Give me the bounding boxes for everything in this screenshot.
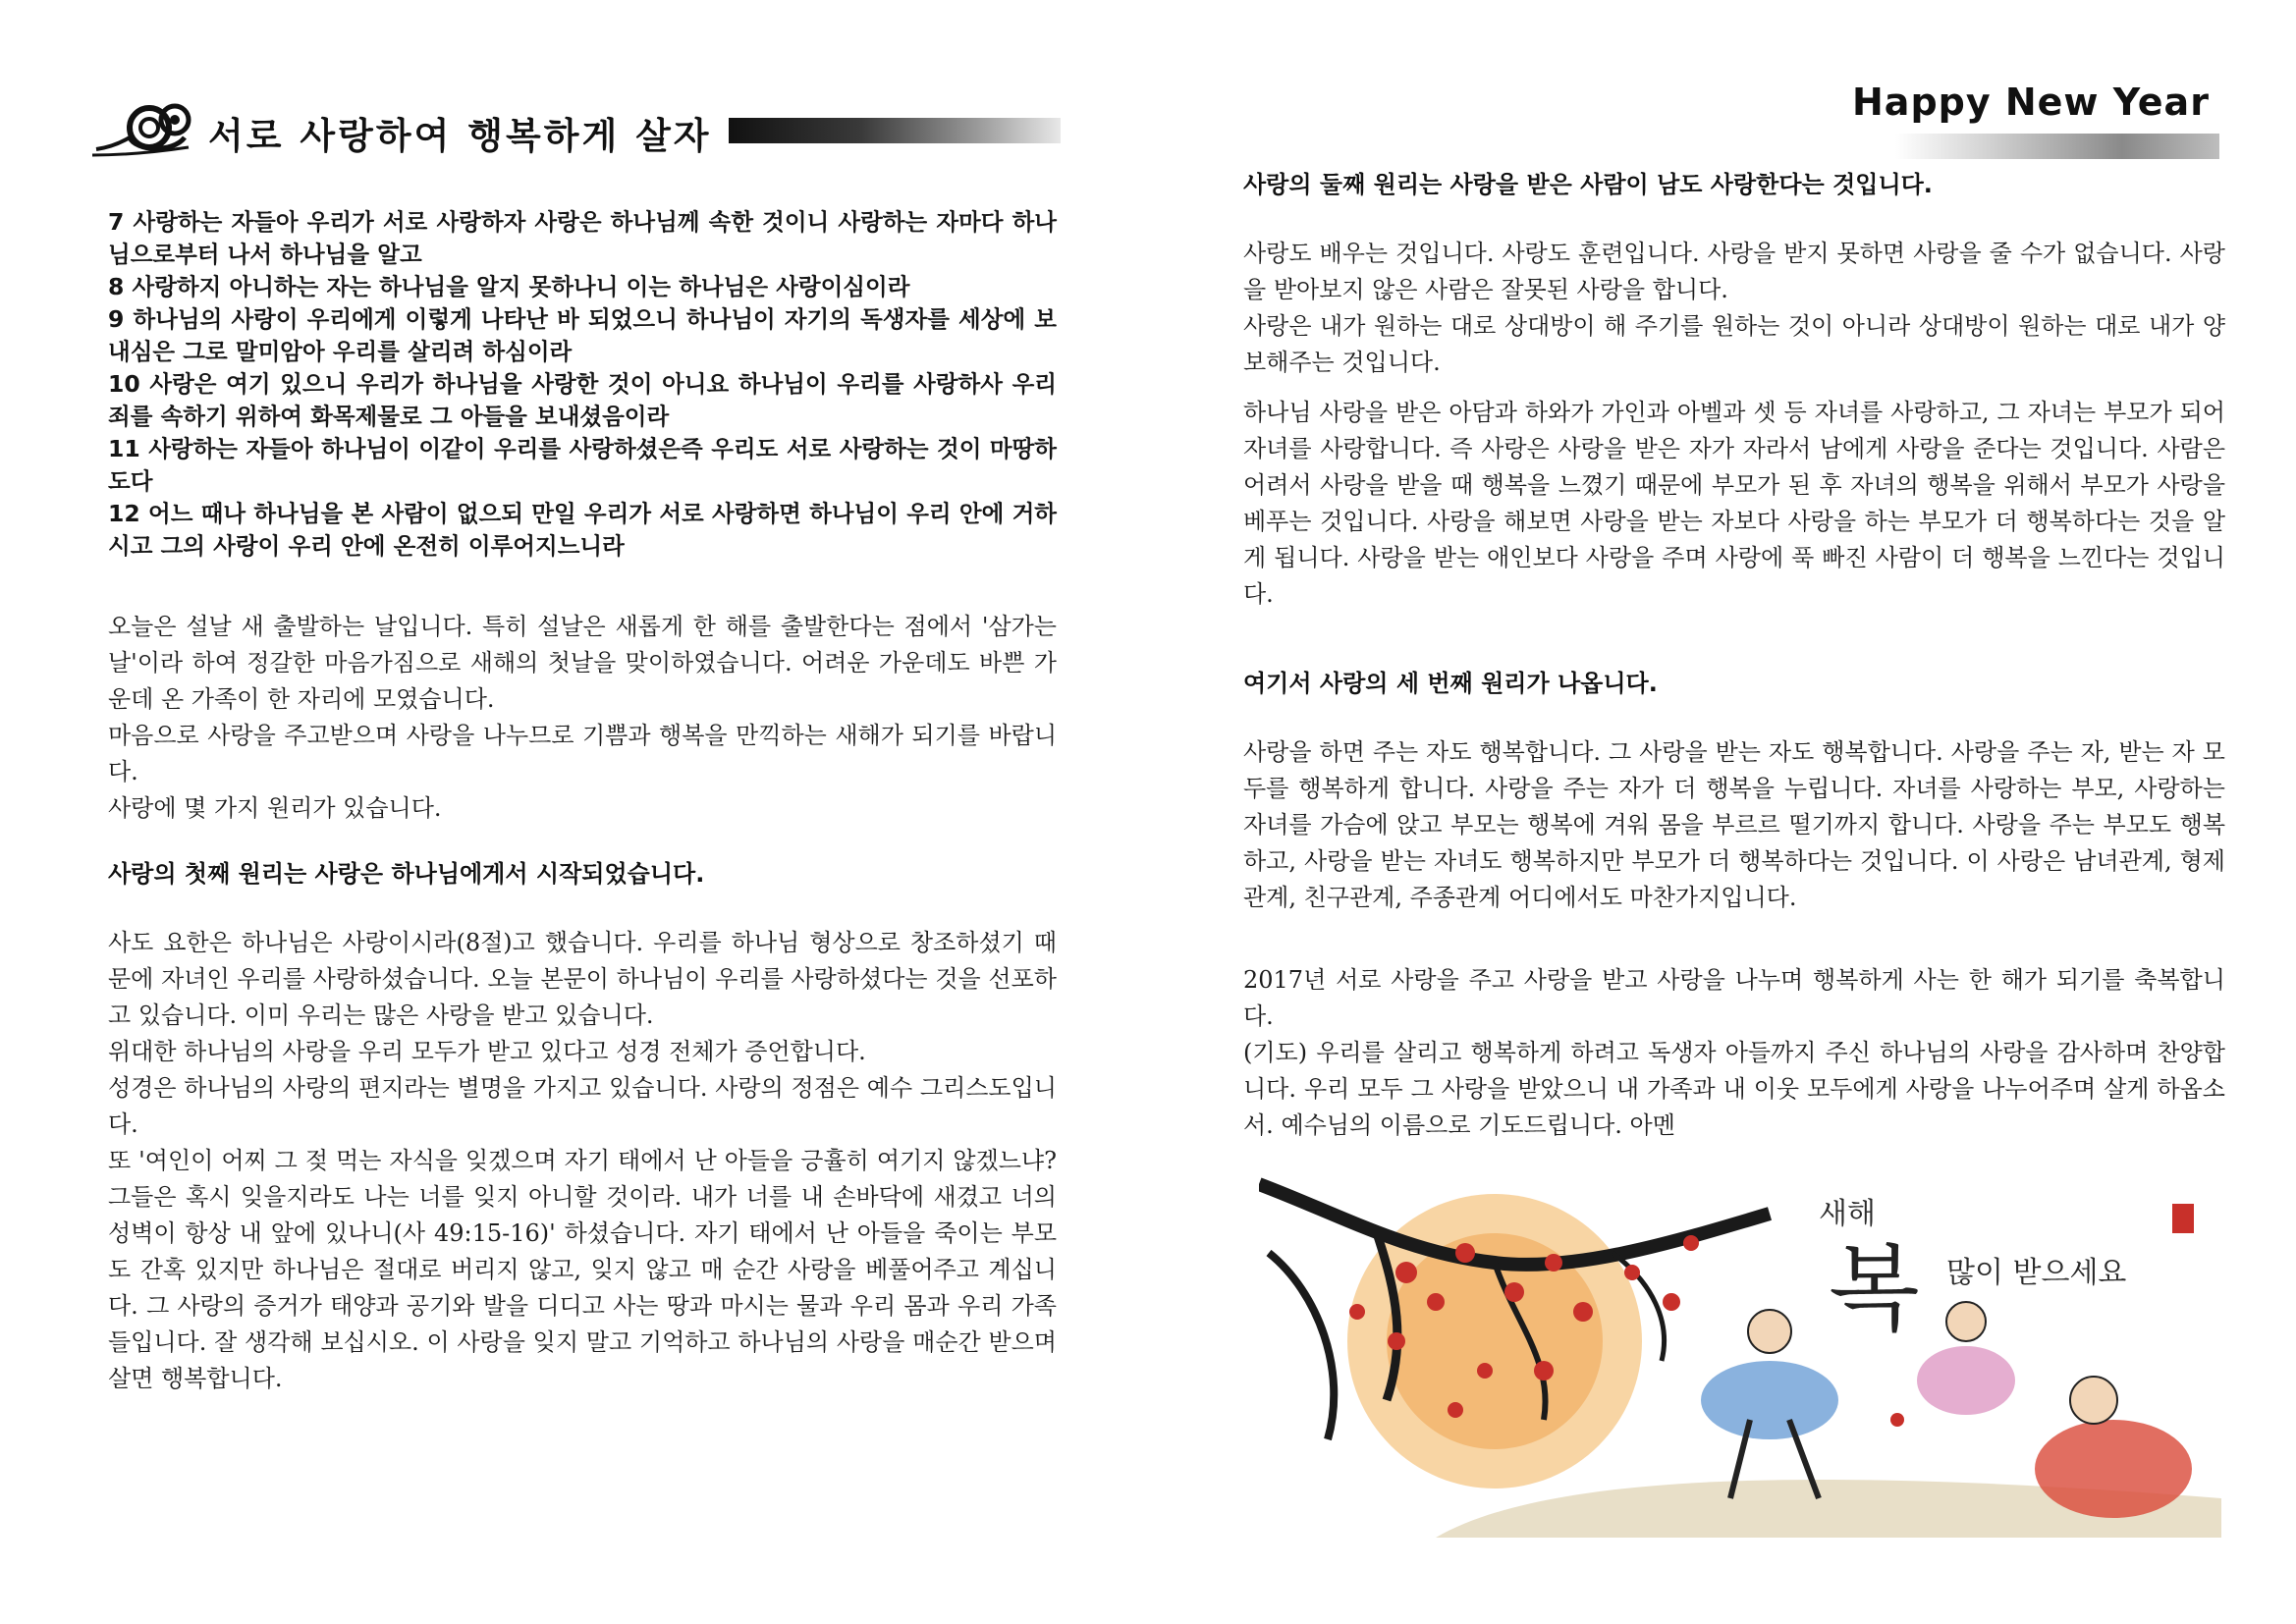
intro-paragraph-1: 오늘은 설날 새 출발하는 날입니다. 특히 설날은 새롭게 한 해를 출발한다는 점에서 '삼가는 날'이라 하여 정갈한 마음가짐으로 새해의 첫날을 맞이하였습니다. 어려운 가운데도 바쁜 가운데 온 가족이 한 자리에 모였습니다.: [108, 613, 1057, 713]
right-paragraph-2: 사랑은 내가 원하는 대로 상대방이 해 주기를 원하는 것이 아니라 상대방이 원하는 대로 내가 양보해주는 것입니다.: [1243, 312, 2225, 376]
verse-9: 9 하나님의 사랑이 우리에게 이렇게 나타난 바 되었으니 하나님이 자기의 독생자를 세상에 보내심은 그로 말미암아 우리를 살리려 하심이라: [108, 305, 1057, 365]
third-principle-body: [1243, 734, 2225, 916]
right-paragraph-4: 사랑을 하면 주는 자도 행복합니다. 그 사랑을 받는 자도 행복합니다. 사랑을 주는 자, 받는 자 모두를 행복하게 합니다. 사랑을 주는 자가 더 행복을 누립니다. 자녀를 사랑하는 부모, 사랑하는 자녀를 가슴에 앉고 부모는 행복에 겨워 몸을 부르르 떨기까지 합니다. 사랑을 주는 부모도 행복하고, 사랑을 받는 자녀도 행복하지만 부모가 더 행복하다는 것입니다. 이 사랑은 남녀관계, 형제관계, 친구관계, 주종관계 어디에서도 마찬가지입니다.: [1243, 738, 2225, 911]
red-seal-stamp: [2172, 1204, 2194, 1233]
right-paragraph-1: 사랑도 배우는 것입니다. 사랑도 훈련입니다. 사랑을 받지 못하면 사랑을 줄 수가 없습니다. 사랑을 받아보지 않은 사람은 잘못된 사랑을 합니다.: [1243, 240, 2225, 303]
cloud-swirl-icon: [90, 98, 198, 163]
scripture-verses: [108, 206, 1057, 563]
verse-8: 8 사랑하지 아니하는 자는 하나님을 알지 못하나니 이는 하나님은 사랑이심이라: [108, 273, 910, 300]
first-principle-body: [108, 925, 1057, 1397]
second-principle-body: [1243, 236, 2225, 381]
verse-12: 12 어느 때나 하나님을 본 사람이 없으되 만일 우리가 서로 사랑하면 하나님이 우리 안에 거하시고 그의 사랑이 우리 안에 온전히 이루어지느니라: [108, 500, 1057, 560]
paragraph-3: 성경은 하나님의 사랑의 편지라는 별명을 가지고 있습니다. 사랑의 정점은 예수 그리스도입니다.: [108, 1074, 1057, 1138]
intro-paragraphs: [108, 609, 1057, 827]
intro-paragraph-3: 사랑에 몇 가지 원리가 있습니다.: [108, 794, 442, 822]
closing-paragraphs: [1243, 962, 2225, 1144]
title-gradient-bar: [729, 118, 1061, 143]
paragraph-2: 위대한 하나님의 사랑을 우리 모두가 받고 있다고 성경 전체가 증언합니다.: [108, 1038, 866, 1065]
intro-paragraph-2: 마음으로 사랑을 주고받으며 사랑을 나누므로 기쁨과 행복을 만끽하는 새해가 되기를 바랍니다.: [108, 722, 1057, 785]
heading-second-principle: 사랑의 둘째 원리는 사랑을 받은 사람이 남도 사랑한다는 것입니다.: [1243, 171, 1933, 198]
verse-11: 11 사랑하는 자들아 하나님이 이같이 우리를 사랑하셨은즉 우리도 서로 사랑하는 것이 마땅하도다: [108, 435, 1057, 495]
verse-10: 10 사랑은 여기 있으니 우리가 하나님을 사랑한 것이 아니요 하나님이 우리를 사랑하사 우리 죄를 속하기 위하여 화목제물로 그 아들을 보내셨음이라: [108, 370, 1057, 430]
paragraph-4: 또 '여인이 어찌 그 젖 먹는 자식을 잊겠으며 자기 태에서 난 아들을 긍휼히 여기지 않겠느냐? 그들은 혹시 잊을지라도 나는 너를 잊지 아니할 것이라. 내가 너를 내 손바닥에 새겼고 너의 성벽이 항상 내 앞에 있나니(사 49:15-16)' 하셨습니다. 자기 태에서 난 아들을 죽이는 부모도 간혹 있지만 하나님은 절대로 버리지 않고, 잊지 않고 매 순간 사랑을 베풀어주고 계십니다. 그 사랑의 증거가 태양과 공기와 발을 디디고 사는 땅과 마시는 물과 우리 몸과 우리 가족들입니다. 잘 생각해 보십시오. 이 사랑을 잊지 말고 기억하고 하나님의 사랑을 매순간 받으며 살면 행복합니다.: [108, 1147, 1057, 1392]
prayer-paragraph: (기도) 우리를 살리고 행복하게 하려고 독생자 아들까지 주신 하나님의 사랑을 감사하며 찬양합니다. 우리 모두 그 사랑을 받았으니 내 가족과 내 이웃 모두에게 사랑을 나누어주며 살게 하옵소서. 예수님의 이름으로 기도드립니다. 아멘: [1243, 1039, 2225, 1139]
right-paragraph-5: 2017년 서로 사랑을 주고 사랑을 받고 사랑을 나누며 행복하게 사는 한 해가 되기를 축복합니다.: [1243, 966, 2225, 1030]
paragraph-1: 사도 요한은 하나님은 사랑이시라(8절)고 했습니다. 우리를 하나님 형상으로 창조하셨기 때문에 자녀인 우리를 사랑하셨습니다. 오늘 본문이 하나님이 우리를 사랑하셨다는 것을 선포하고 있습니다. 이미 우리는 많은 사랑을 받고 있습니다.: [108, 929, 1057, 1029]
right-gradient-bar: [1895, 134, 2219, 159]
right-paragraph-3: 하나님 사랑을 받은 아담과 하와가 가인과 아벨과 셋 등 자녀를 사랑하고, 그 자녀는 부모가 되어 자녀를 사랑합니다. 즉 사랑은 사랑을 받은 자가 자라서 남에게 사랑을 준다는 것입니다. 사람은 어려서 사랑을 받을 때 행복을 느꼈기 때문에 부모가 된 후 자녀의 행복을 위해서 부모가 사랑을 베푸는 것입니다. 사랑을 해보면 사랑을 받는 자보다 사랑을 하는 부모가 더 행복하다는 것을 알게 됩니다. 사랑을 받는 애인보다 사랑을 주며 사랑에 푹 빠진 사람이 더 행복을 느낀다는 것입니다.: [1243, 399, 2225, 608]
illustration-svg: [1259, 1174, 2221, 1538]
happy-new-year-title: Happy New Year: [1852, 81, 2210, 124]
heading-third-principle: 여기서 사랑의 세 번째 원리가 나옵니다.: [1243, 670, 1658, 697]
heading-first-principle: 사랑의 첫째 원리는 사랑은 하나님에게서 시작되었습니다.: [108, 860, 705, 888]
page-title: 서로 사랑하여 행복하게 살자: [208, 115, 712, 157]
left-header: [90, 98, 1061, 163]
new-year-small-text: 새해: [1819, 1197, 1876, 1231]
new-year-illustration: [1259, 1174, 2221, 1538]
verse-7: 7 사랑하는 자들아 우리가 서로 사랑하자 사랑은 하나님께 속한 것이니 사랑하는 자마다 하나님으로부터 나서 하나님을 알고: [108, 208, 1057, 268]
blessing-small-text: 많이 받으세요: [1946, 1256, 2127, 1290]
bok-calligraphy: 복: [1829, 1234, 1920, 1344]
